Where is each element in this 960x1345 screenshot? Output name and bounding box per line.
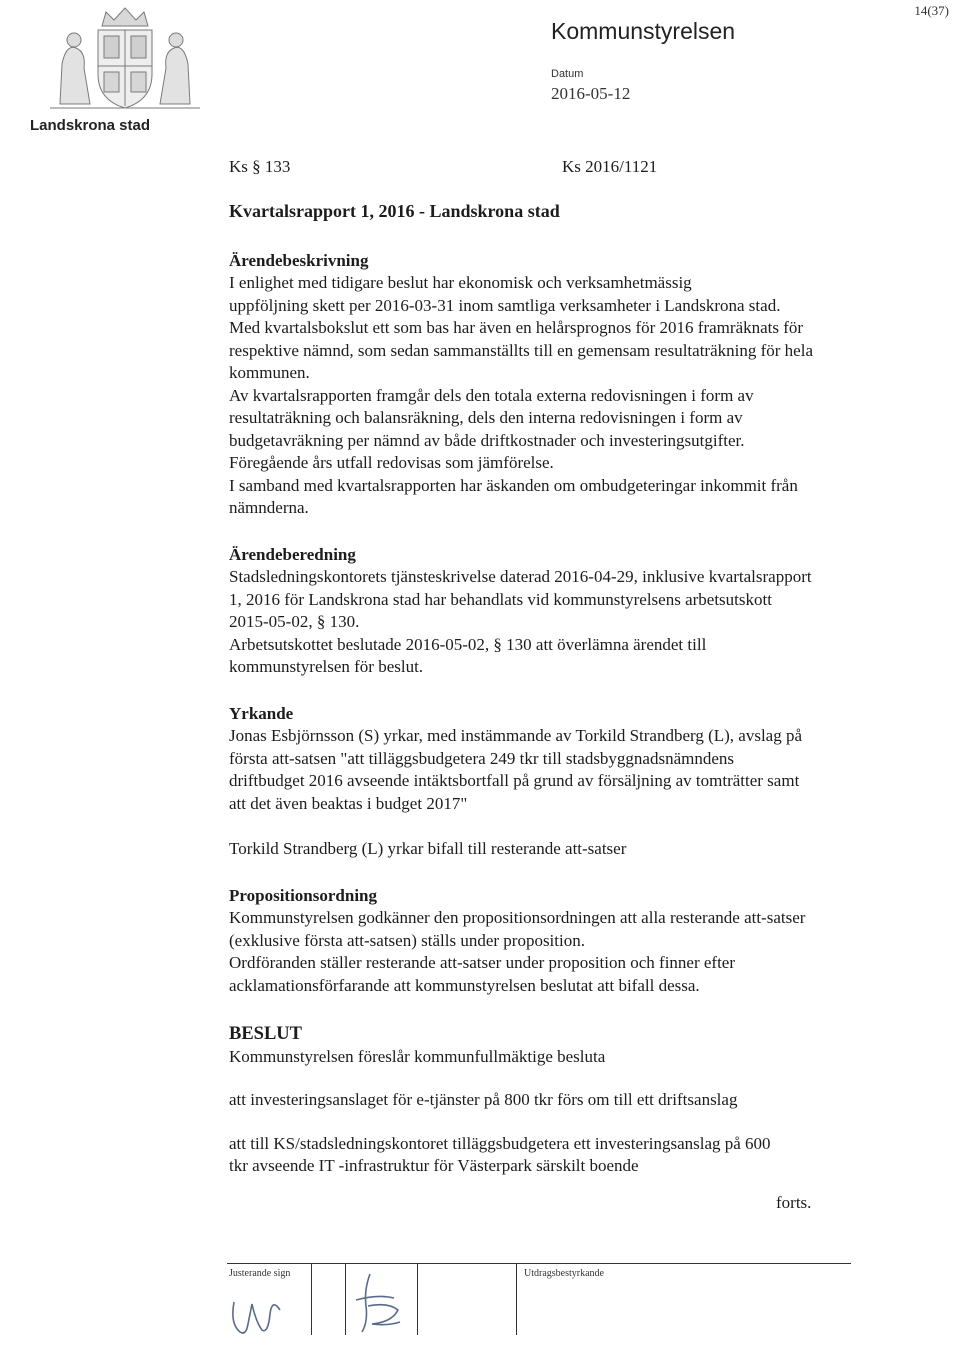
document-body <box>229 200 939 1178</box>
continued-marker: forts. <box>776 1193 812 1212</box>
heading-beslut: BESLUT <box>229 1024 303 1044</box>
organization-name: Landskrona stad <box>30 117 151 134</box>
heading-yrkande: Yrkande <box>229 703 294 723</box>
beslut-paragraph-3: att till KS/stadsledningskontoret tilläggsbudgetera ett investeringsanslag på 600 tkr avseende IT -infrastruktur för Västerpark särskilt boende <box>229 1133 771 1175</box>
arendebeskrivning-paragraph-1: I enlighet med tidigare beslut har ekonomisk och verksamhetmässig uppföljning skett per 2016-03-31 inom samtliga verksamheter i Landskrona stad. Med kvartalsbokslut ett som bas har även en helårsprognos för 2016 framräknats för respektive nämnd, som sedan sammanställts till en gemensam resultaträkning för hela kommunen. <box>229 273 813 382</box>
beslut-paragraph-1: Kommunstyrelsen föreslår kommunfullmäktige besluta <box>229 1046 606 1066</box>
meeting-date: 2016-05-12 <box>551 84 631 103</box>
beslut-paragraph-2: att investeringsanslaget för e-tjänster på 800 tkr förs om till ett driftsanslag <box>229 1090 738 1109</box>
arendebeskrivning-paragraph-2: Av kvartalsrapporten framgår dels den totala externa redovisningen i form av resultaträkning och balansräkning, dels den interna redovisningen i form av budgetavräkning per nämnd av både driftkostnader och investeringsutgifter. Föregående års utfall redovisas som jämförelse. I samband med kvartalsrapporten har äskanden om ombudgeteringar inkommit från nämnderna. <box>229 385 798 517</box>
date-label: Datum <box>551 68 584 80</box>
case-number: Ks 2016/1121 <box>562 157 658 176</box>
coat-of-arms-logo <box>40 4 210 112</box>
arendeberedning-paragraph: Stadsledningskontorets tjänsteskrivelse daterad 2016-04-29, inklusive kvartalsrapport 1, 2016 för Landskrona stad har behandlats vid kommunstyrelsens arbetsutskott 2015-05-02, § 130. Arbetsutskottet beslutade 2016-05-02, § 130 att överlämna ärendet till kommunstyrelsen för beslut. <box>229 567 812 676</box>
handwritten-initials-2 <box>348 1270 414 1340</box>
board-name: Kommunstyrelsen <box>551 18 736 44</box>
heading-propositionsordning: Propositionsordning <box>229 885 378 905</box>
signature-divider <box>417 1263 418 1335</box>
yrkande-paragraph-1: Jonas Esbjörnsson (S) yrkar, med instämmande av Torkild Strandberg (L), avslag på första att-satsen "att tilläggsbudgetera 249 tkr till stadsbyggnadsnämndens driftbudget 2016 avseende intäktsbortfall på grund av försäljning av tomträtter samt att det även beaktas i budget 2017" <box>229 726 803 813</box>
document-title: Kvartalsrapport 1, 2016 - Landskrona stad <box>229 201 560 221</box>
heading-arendeberedning: Ärendeberedning <box>229 544 356 564</box>
heading-arendebeskrivning: Ärendebeskrivning <box>229 250 369 270</box>
paragraph-number: Ks § 133 <box>229 157 291 176</box>
signature-divider <box>345 1263 346 1335</box>
page-number: 14(37) <box>914 3 949 18</box>
signature-line <box>227 1263 851 1264</box>
yrkande-paragraph-2: Torkild Strandberg (L) yrkar bifall till resterande att-satser <box>229 839 627 858</box>
signature-divider <box>311 1263 312 1335</box>
extract-label: Utdragsbestyrkande <box>524 1268 604 1279</box>
handwritten-initials-1 <box>226 1284 306 1340</box>
signature-divider <box>516 1263 517 1335</box>
propositionsordning-paragraph: Kommunstyrelsen godkänner den propositionsordningen att alla resterande att-satser (exklusive första att-satsen) ställs under proposition. Ordföranden ställer resterande att-satser under proposition och finner efter acklamationsförfarande att kommunstyrelsen beslutat att bifall dessa. <box>229 908 806 995</box>
sign-label: Justerande sign <box>229 1268 291 1279</box>
